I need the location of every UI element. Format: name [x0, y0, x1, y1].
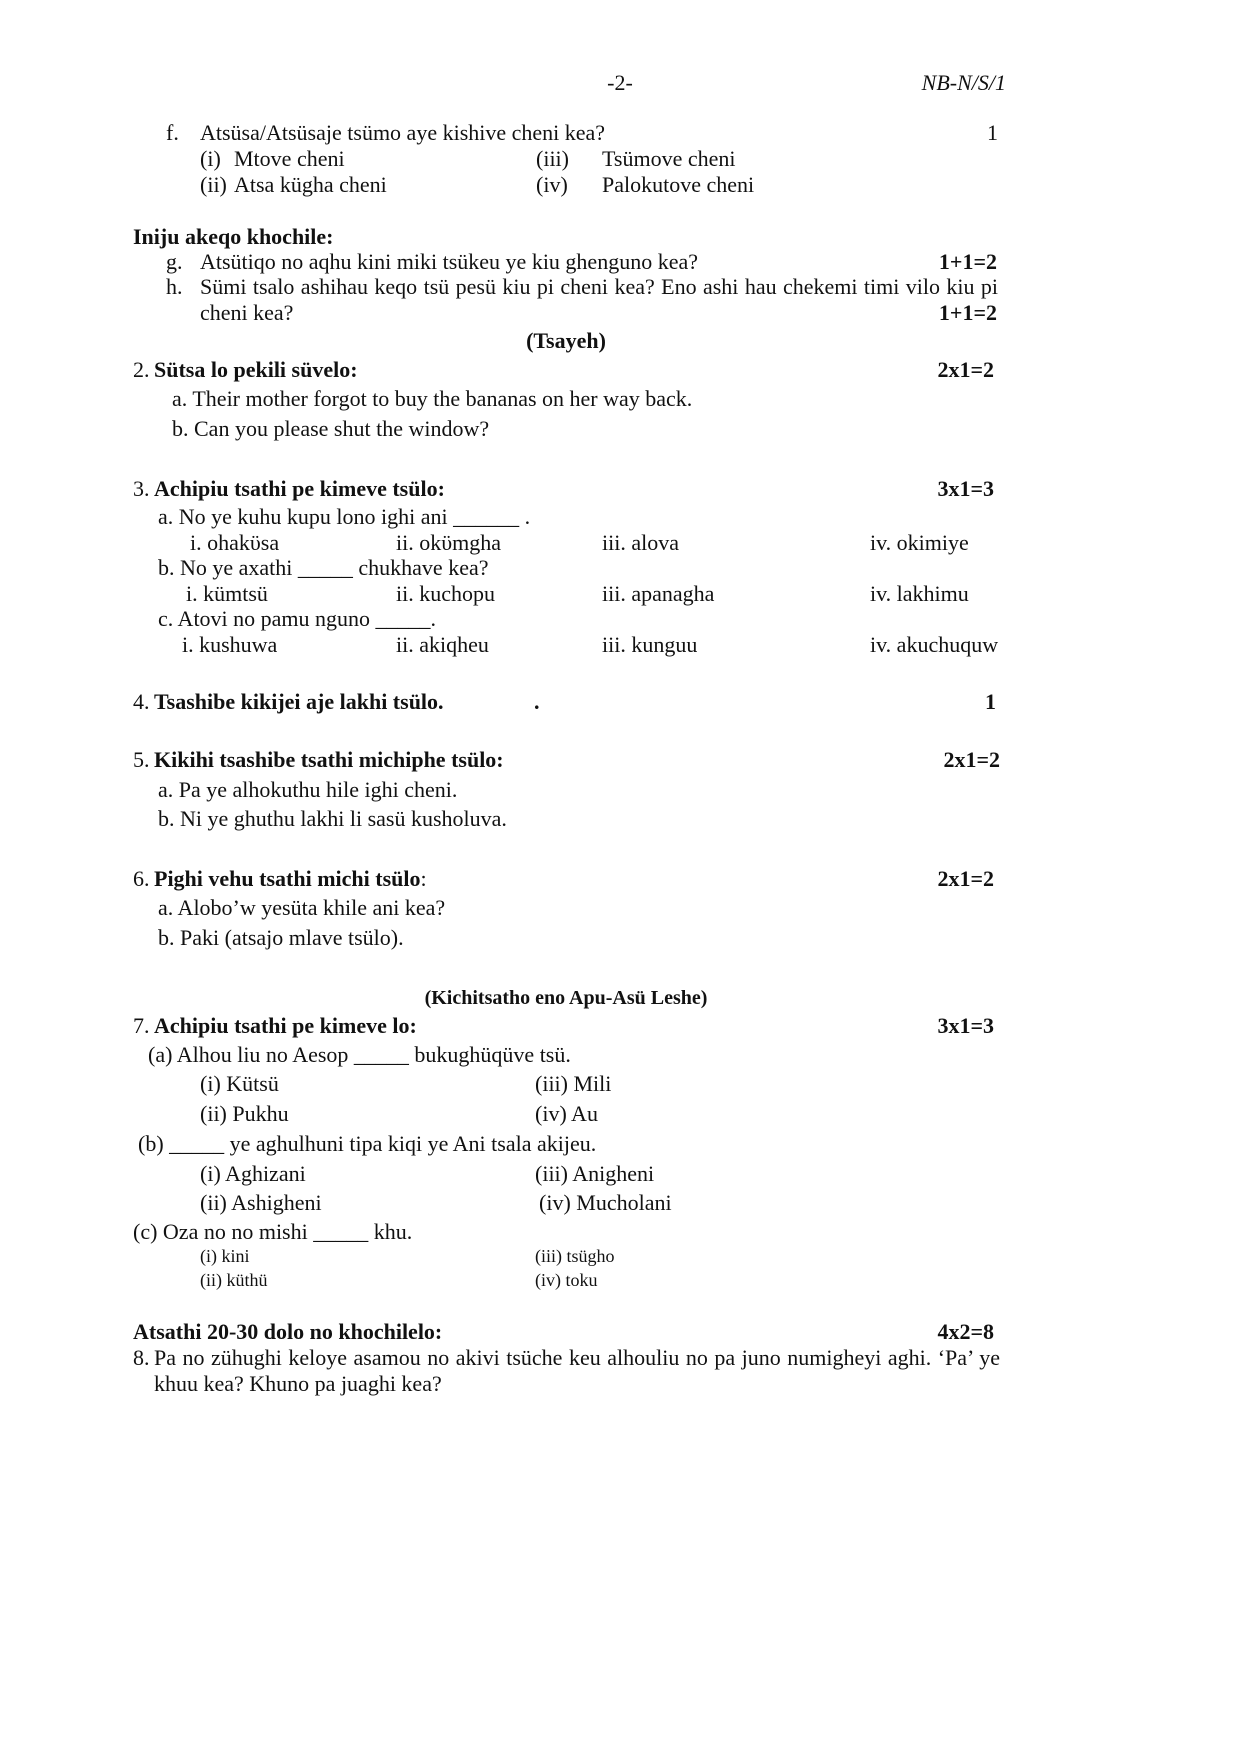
instruction-1: Iniju akeqo khochile:: [133, 224, 334, 249]
q1f-opt3-num: (iii): [536, 146, 569, 171]
q6-number: 6.: [133, 866, 150, 891]
q1g-marks: 1+1=2: [938, 249, 997, 274]
q6-colon: :: [420, 866, 427, 891]
q4-dot: .: [534, 689, 540, 714]
q2-title: Sütsa lo pekili süvelo:: [154, 357, 358, 382]
q5-a: a. Pa ye alhokuthu hile ighi cheni.: [158, 777, 458, 802]
q3-a-opt1: i. ohakϋsa: [190, 530, 280, 555]
q3-c-opt1: i. kushuwa: [182, 632, 278, 657]
q8-line2: khuu kea? Khuno pa juaghi kea?: [154, 1371, 442, 1396]
q1f-opt1-num: (i): [200, 146, 221, 171]
q1h-line2: cheni kea?: [200, 300, 294, 325]
q2-a: a. Their mother forgot to buy the bananas on her way back.: [172, 386, 693, 411]
q7-a: (a) Alhou liu no Aesop _____ bukughüqüve tsü.: [148, 1042, 571, 1067]
q6-a: a. Alobo’w yesüta khile ani kea?: [158, 895, 446, 920]
q7-c: (c) Oza no no mishi _____ khu.: [133, 1219, 413, 1244]
q3-a-opt2: ii. okϋmgha: [396, 530, 501, 555]
q1f-text: Atsüsa/Atsüsaje tsümo aye kishive cheni kea?: [200, 120, 606, 145]
q3-c-opt3: iii. kunguu: [602, 632, 698, 657]
q7-b-opt2: (ii) Ashigheni: [200, 1190, 322, 1215]
q1f-opt2-num: (ii): [200, 172, 227, 197]
q1f-opt4-num: (iv): [536, 172, 568, 197]
q3-c: c. Atovi no pamu nguno _____.: [158, 606, 437, 631]
q3-c-opt2: ii. akiqheu: [396, 632, 489, 657]
q1h-marks: 1+1=2: [938, 300, 997, 325]
q7-number: 7.: [133, 1013, 150, 1038]
q5-title: Kikihi tsashibe tsathi michiphe tsülo:: [154, 747, 504, 772]
q3-a: a. No ye kuhu kupu lono ighi ani ______ .: [158, 504, 531, 529]
q2-number: 2.: [133, 357, 150, 382]
q7-c-opt3: (iii) tsügho: [535, 1246, 615, 1266]
q2-marks: 2x1=2: [937, 357, 994, 382]
q3-number: 3.: [133, 476, 150, 501]
q7-a-opt1: (i) Kütsü: [200, 1071, 279, 1096]
instruction-2-marks: 4x2=8: [937, 1319, 994, 1344]
instruction-2: Atsathi 20-30 dolo no khochilelo:: [133, 1319, 443, 1344]
q7-marks: 3x1=3: [937, 1013, 994, 1038]
q3-c-opt4: iv. akuchuquw: [870, 632, 999, 657]
q1f-opt3: Tsümove cheni: [602, 146, 736, 171]
q3-b-opt4: iv. lakhimu: [870, 581, 969, 606]
q7-c-opt1: (i) kini: [200, 1246, 250, 1266]
page-number: -2-: [607, 70, 633, 95]
q5-b: b. Ni ye ghuthu lakhi li sasü kusholuva.: [158, 806, 507, 831]
q6-marks: 2x1=2: [937, 866, 994, 891]
q1g-label: g.: [166, 249, 183, 274]
q3-a-opt3: iii. alova: [602, 530, 679, 555]
q3-a-opt4: iv. okimiye: [870, 530, 969, 555]
q1f-marks: 1: [987, 120, 998, 145]
q7-a-opt4: (iv) Au: [535, 1101, 598, 1126]
q7-b-opt3: (iii) Anigheni: [535, 1161, 655, 1186]
q1g-text: Atsütiqo no aqhu kini miki tsükeu ye kiu ghenguno kea?: [200, 249, 698, 274]
q1f-opt4: Palokutove cheni: [602, 172, 755, 197]
q1h-label: h.: [166, 274, 183, 299]
q6-b: b. Paki (atsajo mlave tsülo).: [158, 925, 404, 950]
q3-b-opt2: ii. kuchopu: [396, 581, 495, 606]
q6-title: Pighi vehu tsathi michi tsülo: [154, 866, 421, 891]
q3-b: b. No ye axathi _____ chukhave kea?: [158, 555, 489, 580]
q2-b: b. Can you please shut the window?: [172, 416, 490, 441]
section-heading-2: (Kichitsatho eno Apu-Asü Leshe): [424, 987, 708, 1009]
q4-number: 4.: [133, 689, 150, 714]
q3-b-opt1: i. kümtsü: [186, 581, 268, 606]
q4-title: Tsashibe kikijei aje lakhi tsülo.: [154, 689, 444, 714]
paper-code: NB-N/S/1: [921, 70, 1006, 95]
q8-number: 8.: [133, 1345, 150, 1370]
q3-marks: 3x1=3: [937, 476, 994, 501]
q7-title: Achipiu tsathi pe kimeve lo:: [154, 1013, 417, 1038]
q4-marks: 1: [985, 689, 996, 714]
q5-number: 5.: [133, 747, 150, 772]
q7-c-opt2: (ii) küthü: [200, 1270, 268, 1290]
q8-line1: Pa no zühughi keloye asamou no akivi tsüche keu alhouliu no pa juno numigheyi aghi. ‘Pa’ ye: [154, 1345, 1000, 1370]
q7-b: (b) _____ ye aghulhuni tipa kiqi ye Ani tsala akijeu.: [138, 1131, 597, 1156]
q7-b-opt4: (iv) Mucholani: [539, 1190, 672, 1215]
q1f-opt1: Mtove cheni: [234, 146, 345, 171]
q3-title: Achipiu tsathi pe kimeve tsülo:: [154, 476, 445, 501]
q1f-opt2: Atsa kügha cheni: [234, 172, 387, 197]
q1f-label: f.: [166, 120, 179, 145]
section-heading-1: (Tsayeh): [526, 328, 606, 353]
q7-c-opt4: (iv) toku: [535, 1270, 598, 1290]
q5-marks: 2x1=2: [943, 747, 1000, 772]
q7-a-opt3: (iii) Mili: [535, 1071, 612, 1096]
q7-a-opt2: (ii) Pukhu: [200, 1101, 289, 1126]
q7-b-opt1: (i) Aghizani: [200, 1161, 306, 1186]
q3-b-opt3: iii. apanagha: [602, 581, 715, 606]
q1h-line1: Sümi tsalo ashihau keqo tsü pesü kiu pi cheni kea? Eno ashi hau chekemi timi vilo kiu pi: [200, 274, 998, 299]
